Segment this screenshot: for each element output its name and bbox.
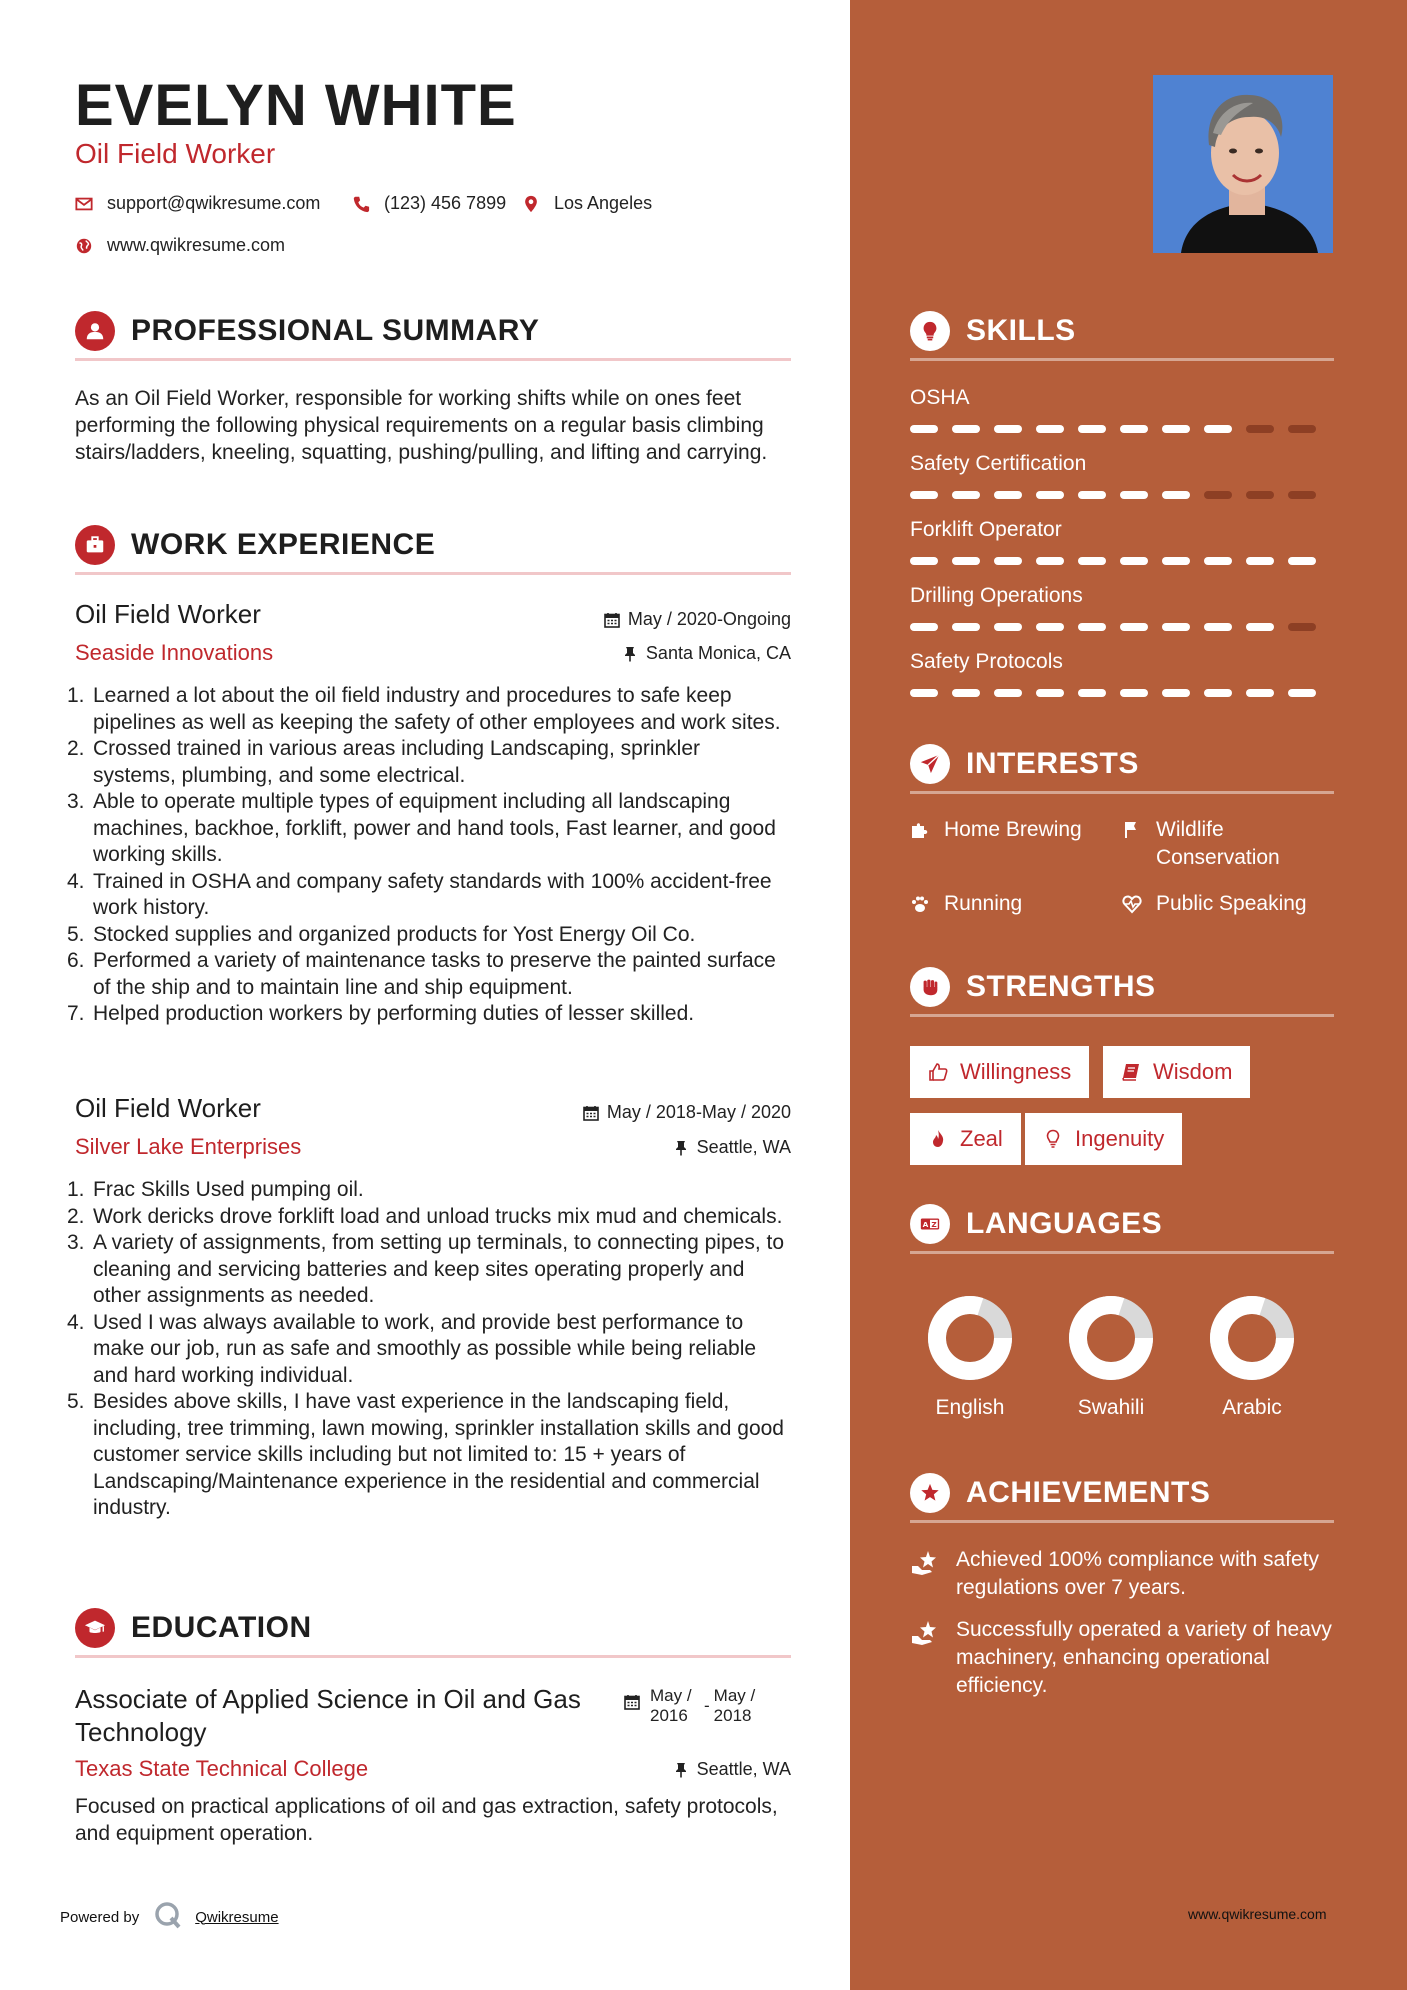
qwikresume-logo-icon: [153, 1900, 183, 1934]
skill-name: Forklift Operator: [910, 518, 1062, 541]
skill-rating: [910, 623, 1316, 631]
list-item: 2. Crossed trained in various areas including Landscaping, sprinkler systems, plumbing, and some electrical.: [67, 737, 701, 787]
skill-dot: [910, 557, 938, 565]
skill-dot: [1078, 623, 1106, 631]
language-item: Swahili: [1051, 1296, 1171, 1420]
skill-dot: [1120, 689, 1148, 697]
achievements-heading: ACHIEVEMENTS: [966, 1475, 1211, 1509]
star-hand-icon: [910, 1616, 942, 1700]
graduation-cap-icon: [75, 1608, 115, 1648]
svg-text:Z: Z: [931, 1219, 937, 1229]
skill-dot: [1162, 425, 1190, 433]
summary-heading: PROFESSIONAL SUMMARY: [131, 313, 540, 347]
interest-item: Public Speaking: [1122, 890, 1342, 922]
job-2-date-text: May / 2018-May / 2020: [606, 1102, 791, 1122]
footer-url[interactable]: www.qwikresume.com: [1188, 1906, 1327, 1922]
skill-dot: [1036, 557, 1064, 565]
email-text: support@qwikresume.com: [107, 193, 321, 213]
skill-dot: [1036, 623, 1064, 631]
job-2-location: [673, 1137, 791, 1158]
skill-dot: [1120, 623, 1148, 631]
powered-by-text: Powered by: [60, 1908, 140, 1926]
phone-icon: [352, 195, 370, 213]
skill-dot: [1288, 491, 1316, 499]
skill-dot: [1246, 623, 1274, 631]
contact-location: [522, 193, 652, 214]
edu-date-end: May / 2018: [713, 1686, 756, 1725]
skill-dot: [1078, 491, 1106, 499]
section-strengths-header: [910, 969, 1334, 1017]
star-hand-icon: [910, 1546, 942, 1602]
skill-dot: [1204, 425, 1232, 433]
skill-dot: [952, 689, 980, 697]
contact-phone[interactable]: [352, 193, 506, 214]
strength-chip: Wisdom: [1103, 1046, 1250, 1098]
list-item: 3. A variety of assignments, from setting up terminals, to connecting pipes, to cleaning and servicing batteries and keep sites operating properly and other assignments as needed.: [67, 1231, 785, 1307]
language-ring: [928, 1296, 1012, 1380]
interest-item: Home Brewing: [910, 816, 1110, 848]
language-ring: [1069, 1296, 1153, 1380]
skill-dot: [1078, 689, 1106, 697]
globe-icon: [75, 237, 93, 255]
skill-dot: [1036, 689, 1064, 697]
pin-icon: [673, 1140, 689, 1156]
lightbulb-icon: [910, 311, 950, 351]
list-item: 1. Frac Skills Used pumping oil.: [67, 1178, 364, 1201]
strengths-heading: STRENGTHS: [966, 969, 1156, 1003]
list-item: 4. Used I was always available to work, and provide best performance to make our job, run as safe and smoothly as possible while being reliable and hard working individual.: [67, 1310, 757, 1387]
puzzle-icon: [910, 816, 932, 848]
list-item: 5. Stocked supplies and organized products for Yost Energy Oil Co.: [67, 922, 696, 946]
skill-dot: [1162, 557, 1190, 565]
skill-dot: [1246, 689, 1274, 697]
skill-dot: [1036, 491, 1064, 499]
skill-dot: [952, 557, 980, 565]
skill-dot: [994, 623, 1022, 631]
skill-dot: [952, 623, 980, 631]
user-icon: [75, 311, 115, 351]
job-2-title: Oil Field Worker: [75, 1093, 261, 1123]
section-interests-header: [910, 746, 1334, 794]
degree-title: Associate of Applied Science in Oil and Gas Technology: [75, 1684, 581, 1747]
calendar-icon: [604, 612, 620, 628]
summary-text: As an Oil Field Worker, responsible for working shifts while on ones feet performing the following physical requirements on a regular basis climbing stairs/ladders, kneeling, squatting, pushing/pulling, and lifting and carrying.: [75, 387, 768, 464]
job-2-location-text: Seattle, WA: [696, 1137, 791, 1157]
qwikresume-link[interactable]: Qwikresume: [195, 1908, 279, 1926]
job-1-date-text: May / 2020-Ongoing: [627, 609, 791, 629]
edu-date-separator: -: [704, 1696, 710, 1715]
section-experience-header: [75, 527, 791, 575]
skill-dot: [1162, 623, 1190, 631]
skill-dot: [1288, 425, 1316, 433]
contact-website[interactable]: [75, 235, 285, 256]
contact-email[interactable]: [75, 193, 320, 214]
job-2-bullets: [67, 1177, 787, 1522]
candidate-name: EVELYN WHITE: [75, 73, 517, 138]
strength-chip: Willingness: [910, 1046, 1089, 1098]
skill-dot: [910, 689, 938, 697]
skill-dot: [952, 425, 980, 433]
flag-icon: [1122, 816, 1144, 872]
svg-text:A: A: [922, 1219, 929, 1229]
footer-powered-by: [60, 1900, 279, 1934]
education-location: [673, 1759, 791, 1780]
skill-dot: [1120, 491, 1148, 499]
interest-item: Running: [910, 890, 1110, 922]
skill-dot: [1246, 425, 1274, 433]
skill-dot: [1288, 557, 1316, 565]
briefcase-icon: [75, 525, 115, 565]
calendar-icon: [624, 1694, 640, 1710]
paper-plane-icon: [910, 744, 950, 784]
map-marker-icon: [522, 195, 540, 213]
edu-date-start: May / 2016: [650, 1686, 692, 1725]
education-text: Focused on practical applications of oil and gas extraction, safety protocols, and equipment operation.: [75, 1795, 778, 1845]
skill-name: Safety Protocols: [910, 650, 1063, 673]
skill-dot: [1246, 557, 1274, 565]
location-text: Los Angeles: [554, 193, 653, 213]
skill-dot: [910, 491, 938, 499]
education-heading: EDUCATION: [131, 1610, 312, 1644]
skill-name: Safety Certification: [910, 452, 1087, 475]
job-1-title: Oil Field Worker: [75, 599, 261, 629]
skill-dot: [1162, 689, 1190, 697]
list-item: 2. Work dericks drove forklift load and unload trucks mix mud and chemicals.: [67, 1204, 783, 1228]
website-text: www.qwikresume.com: [107, 235, 286, 255]
skill-dot: [1204, 491, 1232, 499]
list-item: 5. Besides above skills, I have vast experience in the landscaping field, including, tree trimming, lawn mowing, sprinkler installation skills and good customer service skills including but not limited to: 15 + years of Landscaping/Maintenance experience in the residential and commercial industry.: [67, 1390, 784, 1519]
language-ring: [1210, 1296, 1294, 1380]
job-1-company: Seaside Innovations: [75, 640, 274, 665]
skill-dot: [1162, 491, 1190, 499]
phone-text: (123) 456 7899: [384, 193, 507, 213]
language-icon: [910, 1204, 950, 1244]
skill-dot: [994, 425, 1022, 433]
lightbulb-icon: [1043, 1129, 1063, 1149]
school-name: Texas State Technical College: [75, 1756, 369, 1781]
pin-icon: [673, 1762, 689, 1778]
skill-name: Drilling Operations: [910, 584, 1083, 607]
envelope-icon: [75, 195, 93, 213]
strength-chip: Ingenuity: [1025, 1113, 1182, 1165]
job-1-location: [622, 643, 791, 664]
star-badge-icon: [910, 1473, 950, 1513]
skill-dot: [952, 491, 980, 499]
skills-heading: SKILLS: [966, 313, 1076, 347]
profile-photo: [1153, 75, 1333, 253]
job-2-date: [583, 1102, 791, 1123]
job-1-location-text: Santa Monica, CA: [645, 643, 791, 663]
skill-dot: [910, 425, 938, 433]
skill-rating: [910, 491, 1316, 499]
book-icon: [1121, 1062, 1141, 1082]
list-item: 4. Trained in OSHA and company safety standards with 100% accident-free work history.: [67, 869, 772, 919]
fist-icon: [910, 967, 950, 1007]
language-item: English: [910, 1296, 1030, 1420]
heartbeat-icon: [1122, 890, 1144, 922]
interests-heading: INTERESTS: [966, 746, 1139, 780]
skill-rating: [910, 689, 1316, 697]
strength-chip: Zeal: [910, 1113, 1021, 1165]
pin-icon: [622, 646, 638, 662]
skill-dot: [1288, 689, 1316, 697]
education-dates: [624, 1686, 768, 1726]
list-item: 1. Learned a lot about the oil field industry and procedures to safe keep pipelines as well as keeping the safety of other employees and work sites.: [67, 684, 781, 734]
language-item: Arabic: [1192, 1296, 1312, 1420]
fire-icon: [928, 1129, 948, 1149]
languages-heading: LANGUAGES: [966, 1206, 1163, 1240]
list-item: 3. Able to operate multiple types of equipment including all landscaping machines, backhoe, forklift, power and hand tools, Fast learner, and good working skills.: [67, 790, 776, 866]
skill-dot: [910, 623, 938, 631]
section-education-header: [75, 1610, 791, 1658]
job-1-bullets: [67, 683, 787, 1028]
skill-dot: [1204, 623, 1232, 631]
skill-dot: [1036, 425, 1064, 433]
skill-dot: [1246, 491, 1274, 499]
skill-name: OSHA: [910, 386, 970, 409]
skill-dot: [1204, 689, 1232, 697]
skill-dot: [994, 491, 1022, 499]
section-skills-header: [910, 313, 1334, 361]
skill-rating: [910, 557, 1316, 565]
skill-dot: [1078, 425, 1106, 433]
list-item: 7. Helped production workers by performing duties of lesser skilled.: [67, 1002, 695, 1025]
skill-dot: [1120, 425, 1148, 433]
achievement-item: Successfully operated a variety of heavy machinery, enhancing operational efficiency.: [910, 1616, 1340, 1700]
job-2-company: Silver Lake Enterprises: [75, 1134, 302, 1159]
list-item: 6. Performed a variety of maintenance tasks to preserve the painted surface of the ship and to maintain line and ship equipment.: [67, 949, 776, 999]
calendar-icon: [583, 1105, 599, 1121]
candidate-title: Oil Field Worker: [75, 138, 276, 169]
thumbs-up-icon: [928, 1062, 948, 1082]
skill-dot: [1078, 557, 1106, 565]
skill-dot: [994, 689, 1022, 697]
section-achievements-header: [910, 1475, 1334, 1523]
skill-dot: [994, 557, 1022, 565]
achievement-item: Achieved 100% compliance with safety regulations over 7 years.: [910, 1546, 1340, 1602]
experience-heading: WORK EXPERIENCE: [131, 527, 436, 561]
skill-dot: [1204, 557, 1232, 565]
education-location-text: Seattle, WA: [696, 1759, 791, 1779]
skill-rating: [910, 425, 1316, 433]
skill-dot: [1120, 557, 1148, 565]
skill-dot: [1288, 623, 1316, 631]
section-languages-header: [910, 1206, 1334, 1254]
section-summary-header: [75, 313, 791, 361]
paw-icon: [910, 890, 932, 922]
job-1-date: [604, 609, 791, 630]
interest-item: Wildlife Conservation: [1122, 816, 1322, 872]
